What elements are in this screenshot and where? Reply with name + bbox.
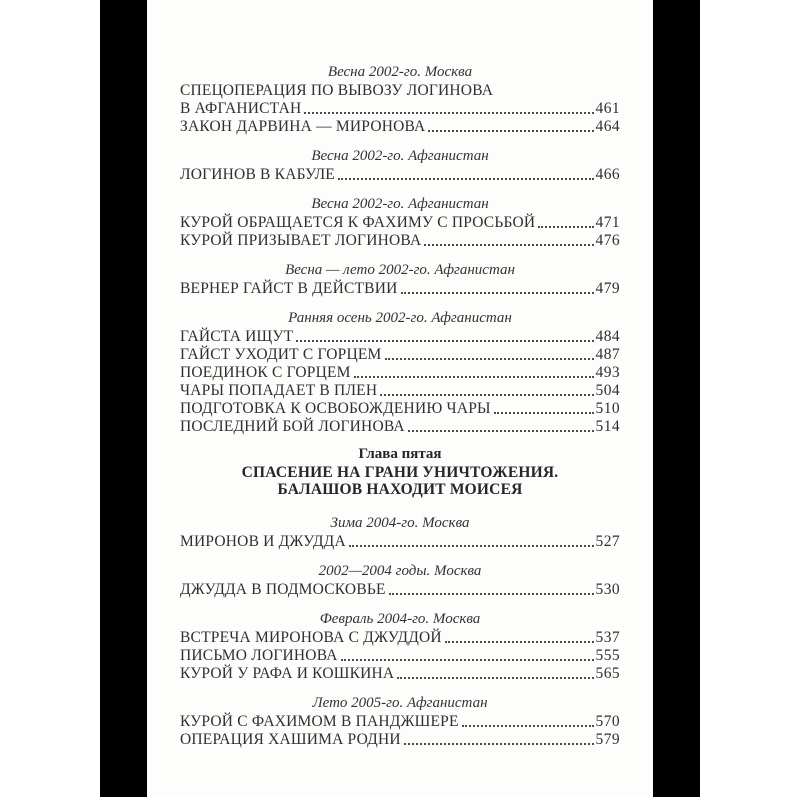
section-date-heading: Лето 2005-го. Афганистан — [312, 695, 488, 711]
toc-entry-title: ДЖУДДА В ПОДМОСКОВЬЕ — [180, 581, 386, 598]
toc-entry-page-number: 484 — [595, 328, 620, 345]
toc-entry-page-number: 570 — [595, 713, 620, 730]
section-date-heading: 2002—2004 годы. Москва — [318, 563, 482, 579]
section-date-heading: Ранняя осень 2002-го. Афганистан — [288, 310, 512, 326]
toc-section — [180, 309, 620, 436]
toc-entry-page-number: 487 — [595, 346, 620, 363]
toc-entry-title: СПЕЦОПЕРАЦИЯ ПО ВЫВОЗУ ЛОГИНОВА — [180, 82, 494, 99]
toc-entry-title: ЛОГИНОВ В КАБУЛЕ — [180, 166, 335, 183]
dot-leader — [462, 725, 594, 727]
toc-entry-row — [180, 280, 620, 298]
dot-leader — [354, 376, 594, 378]
toc-entry-page-number: 527 — [595, 533, 620, 550]
toc-entry-row — [180, 731, 620, 749]
toc-section — [180, 694, 620, 749]
toc-entry-page-number: 479 — [595, 280, 620, 297]
toc-entry-row — [180, 118, 620, 136]
dot-leader — [341, 659, 594, 661]
dot-leader — [424, 244, 593, 246]
toc-entry-title: КУРОЙ ПРИЗЫВАЕТ ЛОГИНОВА — [180, 232, 422, 249]
toc-entry-page-number: 464 — [595, 118, 620, 135]
toc-entry-row — [180, 382, 620, 400]
toc-section — [180, 610, 620, 683]
toc-entry-page-number: 466 — [595, 166, 620, 183]
toc-entry-row — [180, 100, 620, 118]
toc-entry-page-number: 555 — [595, 647, 620, 664]
toc-entry-title: МИРОНОВ И ДЖУДДА — [180, 533, 346, 550]
toc-entry-title: ПОСЛЕДНИЙ БОЙ ЛОГИНОВА — [180, 418, 405, 435]
toc-section — [180, 63, 620, 136]
toc-entry-row — [180, 629, 620, 647]
dot-leader — [389, 593, 594, 595]
toc-entry-title: ОПЕРАЦИЯ ХАШИМА РОДНИ — [180, 731, 401, 748]
toc-entry-title: ПОЕДИНОК С ГОРЦЕМ — [180, 364, 351, 381]
toc-entry-title: ЧАРЫ ПОПАДАЕТ В ПЛЕН — [180, 382, 378, 399]
toc-entry-row — [180, 418, 620, 436]
toc-entry-page-number: 510 — [595, 400, 620, 417]
section-date-heading: Февраль 2004-го. Москва — [319, 611, 481, 627]
toc-entry-title: ЗАКОН ДАРВИНА — МИРОНОВА — [180, 118, 426, 135]
dot-leader — [494, 412, 594, 414]
toc-entry-row — [180, 82, 620, 100]
toc-entry-page-number: 493 — [595, 364, 620, 381]
dot-leader — [304, 112, 593, 114]
section-date-heading: Весна 2002-го. Афганистан — [311, 148, 489, 164]
toc-section — [180, 514, 620, 551]
dot-leader — [408, 430, 594, 432]
section-date-heading: Весна — лето 2002-го. Афганистан — [285, 262, 515, 278]
toc-entry-title: ГАЙСТ УХОДИТ С ГОРЦЕМ — [180, 346, 382, 363]
toc-entry-page-number: 514 — [595, 418, 620, 435]
toc-section — [180, 147, 620, 184]
table-of-contents — [180, 63, 620, 749]
chapter-label: Глава пятая — [358, 446, 442, 462]
toc-entry-row — [180, 533, 620, 551]
toc-entry-title: ПОДГОТОВКА К ОСВОБОЖДЕНИЮ ЧАРЫ — [180, 400, 491, 417]
toc-entry-page-number: 476 — [595, 232, 620, 249]
toc-entry-title: КУРОЙ С ФАХИМОМ В ПАНДЖШЕРЕ — [180, 713, 459, 730]
chapter-title-line: БАЛАШОВ НАХОДИТ МОИСЕЯ — [277, 481, 523, 498]
toc-entry-page-number: 579 — [595, 731, 620, 748]
dot-leader — [397, 677, 593, 679]
toc-entry-title: ВЕРНЕР ГАЙСТ В ДЕЙСТВИИ — [180, 280, 398, 297]
toc-entry-row — [180, 232, 620, 250]
toc-entry-title: ВСТРЕЧА МИРОНОВА С ДЖУДДОЙ — [180, 629, 442, 646]
section-date-heading: Весна 2002-го. Москва — [327, 64, 473, 80]
toc-entry-row — [180, 214, 620, 232]
toc-section — [180, 562, 620, 599]
toc-entry-row — [180, 647, 620, 665]
chapter-heading-block — [180, 445, 620, 498]
toc-section — [180, 261, 620, 298]
dot-leader — [404, 743, 594, 745]
toc-entry-row — [180, 665, 620, 683]
toc-entry-row — [180, 364, 620, 382]
section-date-heading: Весна 2002-го. Афганистан — [311, 196, 489, 212]
section-date-heading: Зима 2004-го. Москва — [330, 515, 470, 531]
dot-leader — [538, 226, 593, 228]
dot-leader — [445, 641, 594, 643]
toc-entry-page-number: 530 — [595, 581, 620, 598]
dot-leader — [338, 178, 594, 180]
toc-entry-title: ПИСЬМО ЛОГИНОВА — [180, 647, 338, 664]
toc-entry-row — [180, 713, 620, 731]
dot-leader — [380, 394, 593, 396]
dot-leader — [296, 340, 593, 342]
chapter-title-line: СПАСЕНИЕ НА ГРАНИ УНИЧТОЖЕНИЯ. — [241, 464, 559, 481]
toc-entry-row — [180, 328, 620, 346]
dot-leader — [428, 130, 593, 132]
toc-entry-row — [180, 346, 620, 364]
toc-entry-page-number: 471 — [595, 214, 620, 231]
toc-entry-row — [180, 400, 620, 418]
dot-leader — [385, 358, 594, 360]
dot-leader — [349, 545, 594, 547]
toc-entry-row — [180, 581, 620, 599]
toc-entry-title: ГАЙСТА ИЩУТ — [180, 328, 294, 345]
dot-leader — [401, 292, 594, 294]
book-page — [147, 0, 653, 797]
toc-section — [180, 195, 620, 250]
toc-entry-title: КУРОЙ ОБРАЩАЕТСЯ К ФАХИМУ С ПРОСЬБОЙ — [180, 214, 536, 231]
toc-entry-page-number: 565 — [595, 665, 620, 682]
book-photo — [100, 0, 700, 797]
toc-entry-page-number: 504 — [595, 382, 620, 399]
toc-entry-page-number: 537 — [595, 629, 620, 646]
toc-entry-row — [180, 166, 620, 184]
toc-entry-title: КУРОЙ У РАФА И КОШКИНА — [180, 665, 395, 682]
toc-entry-page-number: 461 — [595, 100, 620, 117]
toc-entry-title: В АФГАНИСТАН — [180, 100, 302, 117]
